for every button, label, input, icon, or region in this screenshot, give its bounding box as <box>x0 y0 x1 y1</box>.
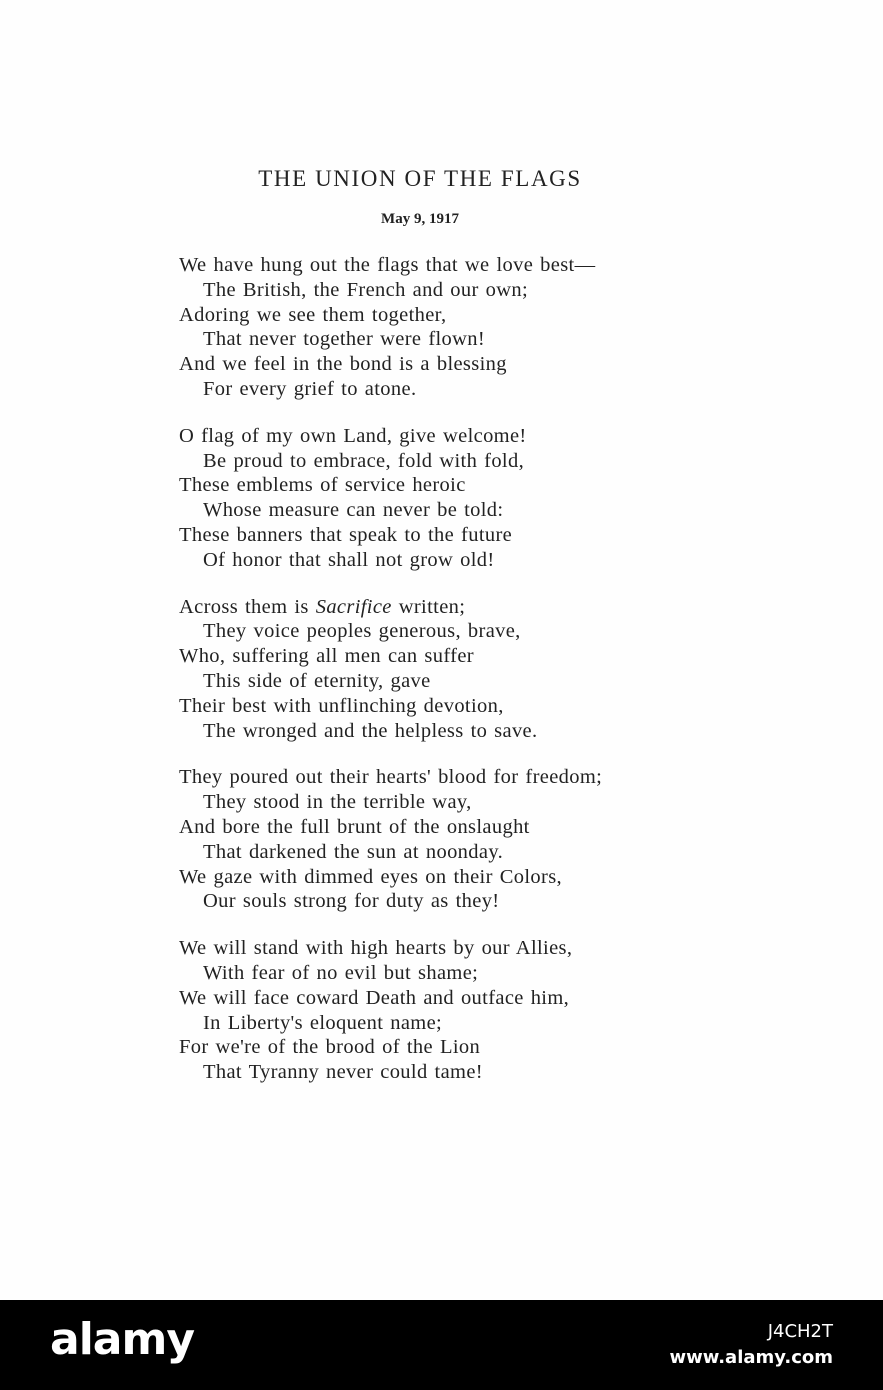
poem-line: In Liberty's eloquent name; <box>203 1011 443 1034</box>
poem-line: For we're of the brood of the Lion <box>179 1036 481 1059</box>
poem-line: Who, suffering all men can suffer <box>179 645 474 668</box>
poem-line: We gaze with dimmed eyes on their Colors, <box>179 865 562 888</box>
image-code: J4CH2T <box>767 1321 833 1342</box>
italic-word: Sacrifice <box>315 595 392 618</box>
poem-line: Our souls strong for duty as they! <box>203 890 500 913</box>
poem-line: The wronged and the helpless to save. <box>203 719 538 742</box>
poem-line: They voice peoples generous, brave, <box>203 620 521 643</box>
watermark-url: www.alamy.com <box>669 1347 833 1368</box>
stanza-5 <box>179 936 839 1085</box>
poem-line: Whose measure can never be told: <box>203 499 504 522</box>
poem-line: That Tyranny never could tame! <box>203 1061 483 1084</box>
poem-line: We will stand with high hearts by our Allies, <box>179 937 573 960</box>
poem-line: That never together were flown! <box>203 328 486 351</box>
poem-title: THE UNION OF THE FLAGS <box>258 166 582 191</box>
poem-line: Across them is Sacrifice written; <box>179 595 466 618</box>
poem-line: These banners that speak to the future <box>179 523 513 546</box>
stanza-1 <box>179 253 839 402</box>
poem-line: Adoring we see them together, <box>179 303 447 326</box>
poem-line: They stood in the terrible way, <box>203 791 472 814</box>
poem-line: And bore the full brunt of the onslaught <box>179 815 530 838</box>
poem-line: O flag of my own Land, give welcome! <box>179 424 527 447</box>
poem-line: They poured out their hearts' blood for freedom; <box>179 766 603 789</box>
poem-line: These emblems of service heroic <box>179 474 466 497</box>
poem-line: Of honor that shall not grow old! <box>203 548 495 571</box>
poem-line: We have hung out the flags that we love best— <box>179 254 596 276</box>
stanza-3 <box>179 595 839 744</box>
poem-line: That darkened the sun at noonday. <box>203 840 504 863</box>
poem-line: And we feel in the bond is a blessing <box>179 353 507 376</box>
poem-body <box>179 253 839 1107</box>
watermark-banner <box>0 1300 883 1390</box>
poem-line: With fear of no evil but shame; <box>203 961 479 984</box>
poem-line: Be proud to embrace, fold with fold, <box>203 449 525 472</box>
poem-line: This side of eternity, gave <box>203 669 431 692</box>
poem-line: For every grief to atone. <box>203 377 417 400</box>
alamy-logo: alamy <box>50 1314 194 1365</box>
poem-line: Their best with unflinching devotion, <box>179 694 504 717</box>
stanza-2 <box>179 424 839 573</box>
poem-date: May 9, 1917 <box>381 211 459 227</box>
poem-line: We will face coward Death and outface him, <box>179 986 570 1009</box>
poem-line: The British, the French and our own; <box>203 278 529 301</box>
stanza-4 <box>179 765 839 914</box>
